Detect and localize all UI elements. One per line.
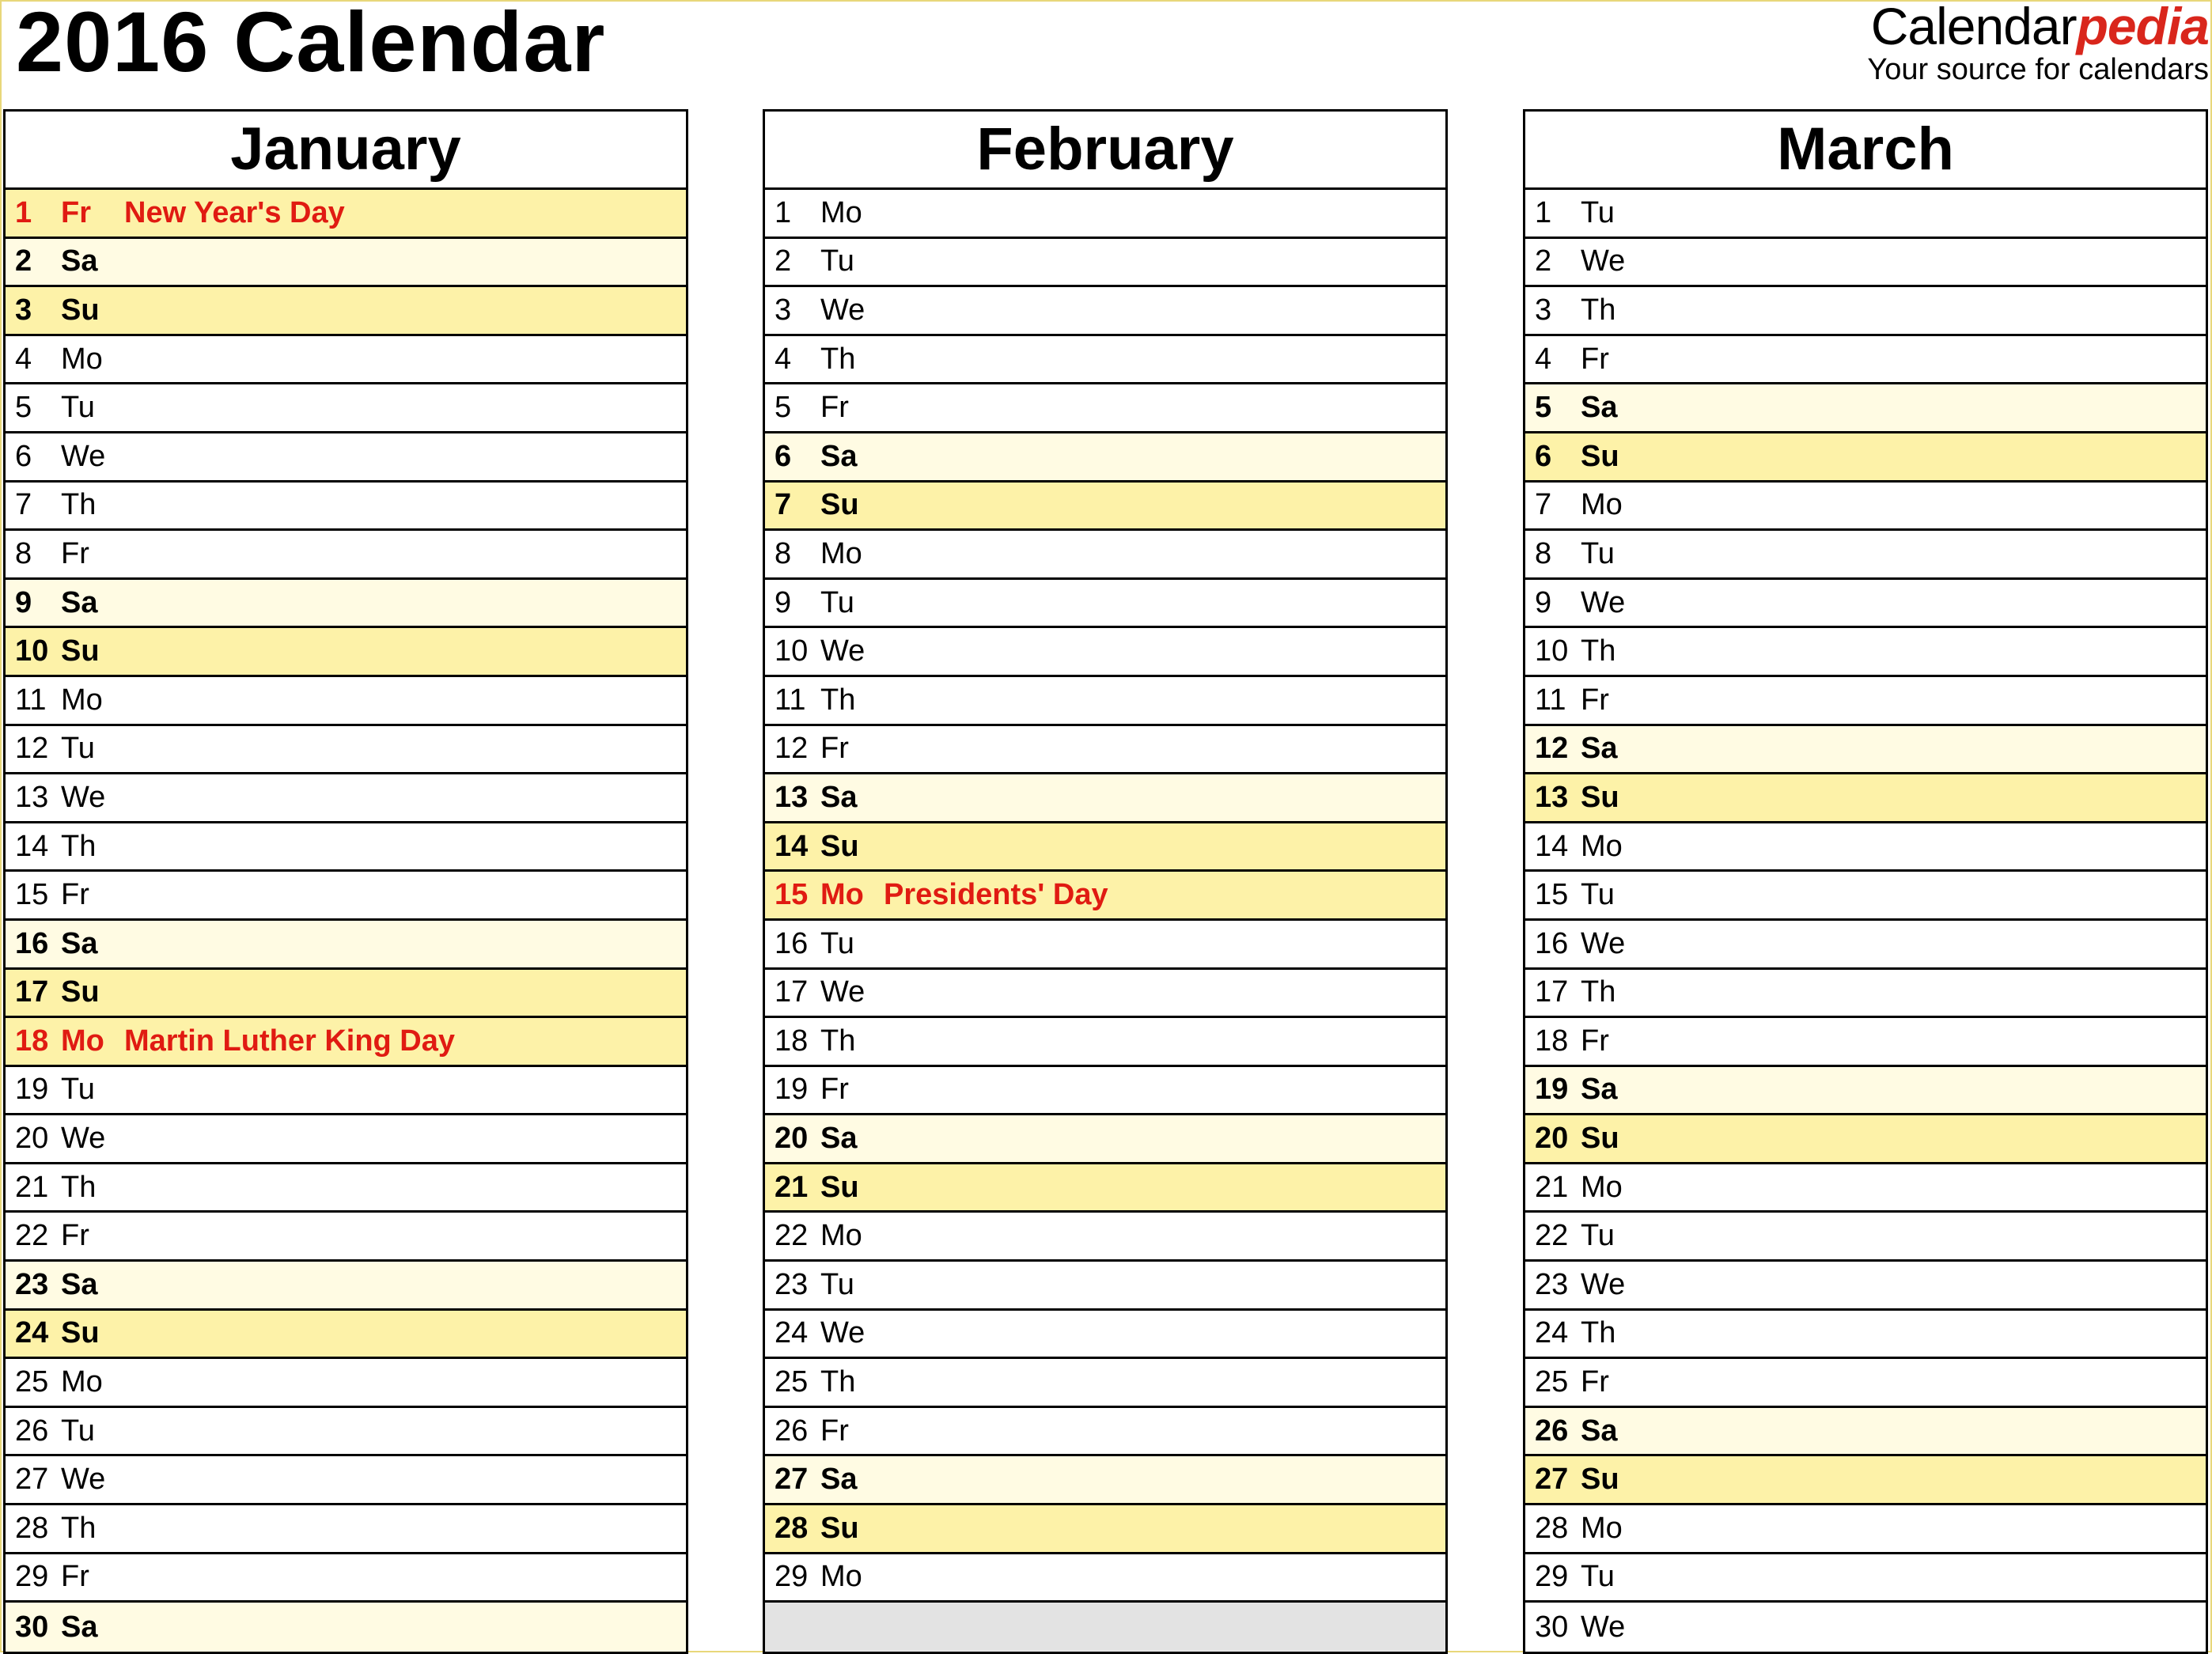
weekday-label: Fr — [820, 391, 849, 425]
day-row — [1525, 239, 2206, 288]
month-column-march — [1523, 109, 2208, 1654]
day-row — [1525, 1311, 2206, 1360]
day-row — [765, 1115, 1445, 1164]
day-row — [1525, 433, 2206, 483]
day-number: 25 — [775, 1365, 809, 1399]
day-number: 19 — [15, 1073, 49, 1107]
month-title: March — [1525, 112, 2206, 190]
day-number: 10 — [775, 634, 809, 668]
day-number: 6 — [1535, 439, 1552, 473]
day-row — [765, 1408, 1445, 1457]
day-row — [765, 483, 1445, 532]
day-row — [765, 823, 1445, 872]
day-number: 19 — [775, 1073, 809, 1107]
weekday-label: Fr — [1581, 683, 1609, 717]
weekday-label: Th — [61, 1511, 97, 1545]
day-row — [765, 1262, 1445, 1311]
day-row — [1525, 823, 2206, 872]
day-row — [765, 1505, 1445, 1554]
weekday-label: We — [1581, 244, 1626, 278]
holiday-name: New Year's Day — [124, 195, 345, 229]
day-number: 21 — [1535, 1170, 1569, 1204]
weekday-label: Su — [61, 634, 100, 668]
day-list — [1525, 190, 2206, 1652]
holiday-name: Presidents' Day — [884, 878, 1108, 912]
weekday-label: Fr — [820, 732, 849, 766]
weekday-label: Su — [820, 1511, 859, 1545]
brand-wordmark — [1867, 0, 2209, 55]
day-number: 18 — [775, 1024, 809, 1058]
day-number: 1 — [775, 195, 792, 229]
weekday-label: We — [820, 293, 865, 327]
day-row — [1525, 1262, 2206, 1311]
weekday-label: Mo — [61, 683, 103, 717]
weekday-label: We — [61, 1122, 106, 1156]
day-number: 13 — [775, 780, 809, 814]
weekday-label: Su — [820, 829, 859, 863]
weekday-label: Su — [820, 1170, 859, 1204]
day-row — [6, 1018, 686, 1067]
day-row — [765, 970, 1445, 1019]
day-number: 13 — [1535, 780, 1569, 814]
day-number: 6 — [15, 439, 32, 473]
weekday-label: Tu — [1581, 1560, 1615, 1594]
day-row — [1525, 1359, 2206, 1408]
weekday-label: Sa — [61, 585, 98, 619]
day-row — [765, 433, 1445, 483]
day-number: 17 — [1535, 975, 1569, 1009]
day-number: 28 — [1535, 1511, 1569, 1545]
weekday-label: Su — [1581, 439, 1619, 473]
day-row — [765, 336, 1445, 385]
day-number: 5 — [15, 391, 32, 425]
weekday-label: Mo — [1581, 1170, 1623, 1204]
day-number: 20 — [1535, 1122, 1569, 1156]
day-row — [765, 384, 1445, 433]
day-row — [1525, 1164, 2206, 1213]
weekday-label: Fr — [820, 1073, 849, 1107]
weekday-label: Th — [1581, 634, 1616, 668]
weekday-label: Mo — [1581, 1511, 1623, 1545]
weekday-label: Tu — [1581, 878, 1615, 912]
day-number: 24 — [15, 1316, 49, 1350]
day-number: 12 — [1535, 732, 1569, 766]
weekday-label: Fr — [820, 1414, 849, 1448]
day-row — [6, 580, 686, 629]
day-number: 5 — [775, 391, 792, 425]
day-number: 25 — [15, 1365, 49, 1399]
day-row — [6, 1603, 686, 1652]
day-number: 26 — [775, 1414, 809, 1448]
weekday-label: Tu — [820, 585, 854, 619]
day-number: 10 — [1535, 634, 1569, 668]
weekday-label: Sa — [1581, 1073, 1618, 1107]
day-row — [1525, 531, 2206, 580]
day-row — [765, 1359, 1445, 1408]
holiday-name: Martin Luther King Day — [124, 1024, 456, 1058]
day-number: 15 — [1535, 878, 1569, 912]
weekday-label: Fr — [1581, 342, 1609, 376]
day-row — [1525, 483, 2206, 532]
brand-logo[interactable] — [1867, 0, 2209, 87]
day-number: 21 — [15, 1170, 49, 1204]
day-number: 16 — [1535, 926, 1569, 960]
day-number: 22 — [15, 1219, 49, 1253]
day-number: 27 — [15, 1463, 49, 1497]
day-number: 13 — [15, 780, 49, 814]
day-row — [1525, 1213, 2206, 1262]
day-number: 6 — [775, 439, 792, 473]
day-number: 4 — [1535, 342, 1552, 376]
day-row — [6, 921, 686, 970]
month-title: January — [6, 112, 686, 190]
day-row — [1525, 921, 2206, 970]
day-row — [765, 1554, 1445, 1603]
day-row — [765, 1311, 1445, 1360]
day-row — [1525, 970, 2206, 1019]
day-row — [6, 1408, 686, 1457]
day-number: 24 — [1535, 1316, 1569, 1350]
weekday-label: Su — [61, 1316, 100, 1350]
weekday-label: Fr — [61, 536, 89, 570]
day-row — [765, 774, 1445, 823]
weekday-label: Tu — [61, 732, 95, 766]
page-title: 2016 Calendar — [16, 0, 606, 89]
day-row — [1525, 1505, 2206, 1554]
day-row — [6, 531, 686, 580]
day-row — [6, 433, 686, 483]
day-row — [6, 1213, 686, 1262]
day-number: 15 — [775, 878, 809, 912]
weekday-label: Su — [1581, 780, 1619, 814]
day-number: 3 — [15, 293, 32, 327]
day-row — [6, 872, 686, 921]
day-row — [1525, 1018, 2206, 1067]
day-number: 29 — [1535, 1560, 1569, 1594]
day-number: 14 — [775, 829, 809, 863]
day-number: 14 — [1535, 829, 1569, 863]
day-row — [6, 774, 686, 823]
day-row — [6, 1164, 686, 1213]
day-number: 11 — [15, 683, 47, 717]
day-number: 23 — [15, 1267, 49, 1301]
weekday-label: Tu — [820, 926, 854, 960]
day-row — [6, 1359, 686, 1408]
weekday-label: Th — [820, 683, 856, 717]
day-number: 9 — [775, 585, 792, 619]
weekday-label: Fr — [61, 1219, 89, 1253]
weekday-label: Sa — [820, 780, 858, 814]
day-number: 9 — [15, 585, 32, 619]
day-number: 22 — [1535, 1219, 1569, 1253]
weekday-label: We — [820, 634, 865, 668]
weekday-label: Su — [820, 488, 859, 522]
weekday-label: Sa — [61, 244, 98, 278]
day-number: 12 — [15, 732, 49, 766]
day-row — [6, 483, 686, 532]
weekday-label: Sa — [1581, 1414, 1618, 1448]
day-number: 10 — [15, 634, 49, 668]
day-number: 20 — [775, 1122, 809, 1156]
day-row — [6, 1067, 686, 1116]
day-number: 20 — [15, 1122, 49, 1156]
weekday-label: Th — [820, 342, 856, 376]
day-number: 28 — [775, 1511, 809, 1545]
day-number: 14 — [15, 829, 49, 863]
weekday-label: Mo — [820, 1560, 862, 1594]
day-number: 23 — [775, 1267, 809, 1301]
weekday-label: Mo — [820, 536, 862, 570]
weekday-label: We — [1581, 926, 1626, 960]
day-number: 3 — [1535, 293, 1552, 327]
day-row — [1525, 580, 2206, 629]
weekday-label: Su — [1581, 1122, 1619, 1156]
weekday-label: Su — [1581, 1463, 1619, 1497]
day-number: 1 — [15, 195, 32, 229]
day-row — [765, 287, 1445, 336]
day-number: 18 — [1535, 1024, 1569, 1058]
weekday-label: Sa — [61, 1267, 98, 1301]
weekday-label: Th — [1581, 975, 1616, 1009]
day-row — [1525, 1603, 2206, 1652]
day-row — [765, 872, 1445, 921]
weekday-label: Fr — [1581, 1365, 1609, 1399]
day-number: 30 — [1535, 1610, 1569, 1644]
day-number: 2 — [15, 244, 32, 278]
weekday-label: Tu — [1581, 195, 1615, 229]
weekday-label: Sa — [61, 926, 98, 960]
day-row — [6, 190, 686, 239]
weekday-label: Fr — [61, 195, 91, 229]
day-row — [6, 726, 686, 775]
day-row — [765, 677, 1445, 726]
day-number: 3 — [775, 293, 792, 327]
day-row — [6, 1262, 686, 1311]
brand-accent: pedia — [2076, 0, 2209, 55]
weekday-label: Fr — [61, 878, 89, 912]
day-row — [6, 970, 686, 1019]
day-row — [6, 1505, 686, 1554]
weekday-label: Sa — [61, 1610, 98, 1644]
weekday-label: Th — [820, 1024, 856, 1058]
weekday-label: Th — [1581, 293, 1616, 327]
day-number: 16 — [775, 926, 809, 960]
weekday-label: We — [61, 1463, 106, 1497]
day-row — [765, 531, 1445, 580]
day-number: 22 — [775, 1219, 809, 1253]
day-row — [6, 628, 686, 677]
weekday-label: Mo — [61, 342, 103, 376]
month-title: February — [765, 112, 1445, 190]
weekday-label: We — [820, 1316, 865, 1350]
weekday-label: Th — [820, 1365, 856, 1399]
weekday-label: Fr — [1581, 1024, 1609, 1058]
day-number: 25 — [1535, 1365, 1569, 1399]
weekday-label: We — [1581, 585, 1626, 619]
day-row — [1525, 872, 2206, 921]
day-number: 7 — [775, 488, 792, 522]
day-number: 27 — [775, 1463, 809, 1497]
day-number: 24 — [775, 1316, 809, 1350]
day-number: 8 — [1535, 536, 1552, 570]
day-row — [6, 384, 686, 433]
day-row — [1525, 384, 2206, 433]
weekday-label: Tu — [61, 1073, 95, 1107]
day-row — [765, 628, 1445, 677]
day-row — [6, 677, 686, 726]
day-number: 17 — [15, 975, 49, 1009]
day-row — [6, 1456, 686, 1505]
day-number: 5 — [1535, 391, 1552, 425]
day-row — [6, 1115, 686, 1164]
day-row — [1525, 287, 2206, 336]
weekday-label: Mo — [61, 1365, 103, 1399]
day-number: 4 — [15, 342, 32, 376]
weekday-label: We — [61, 780, 106, 814]
day-number: 12 — [775, 732, 809, 766]
day-number: 2 — [1535, 244, 1552, 278]
weekday-label: Su — [61, 975, 100, 1009]
weekday-label: Mo — [61, 1024, 104, 1058]
weekday-label: We — [1581, 1610, 1626, 1644]
weekday-label: Th — [61, 488, 97, 522]
weekday-label: Sa — [820, 1463, 858, 1497]
month-column-january — [3, 109, 688, 1654]
day-row — [6, 1311, 686, 1360]
day-number: 7 — [15, 488, 32, 522]
day-list — [765, 190, 1445, 1652]
day-list — [6, 190, 686, 1652]
day-row — [6, 1554, 686, 1603]
day-row — [1525, 1408, 2206, 1457]
weekday-label: Sa — [1581, 391, 1618, 425]
day-row — [765, 1018, 1445, 1067]
day-number: 26 — [1535, 1414, 1569, 1448]
day-number: 16 — [15, 926, 49, 960]
day-row — [6, 239, 686, 288]
day-row — [1525, 726, 2206, 775]
day-number: 30 — [15, 1610, 49, 1644]
weekday-label: Tu — [820, 244, 854, 278]
brand-tagline: Your source for calendars — [1867, 53, 2209, 86]
day-number: 9 — [1535, 585, 1552, 619]
weekday-label: Fr — [61, 1560, 89, 1594]
weekday-label: Mo — [820, 195, 862, 229]
day-row — [765, 921, 1445, 970]
day-number: 8 — [15, 536, 32, 570]
weekday-label: Sa — [820, 1122, 858, 1156]
day-number: 2 — [775, 244, 792, 278]
weekday-label: Tu — [1581, 536, 1615, 570]
day-row — [765, 1456, 1445, 1505]
day-number: 17 — [775, 975, 809, 1009]
weekday-label: Th — [61, 1170, 97, 1204]
day-row — [1525, 190, 2206, 239]
day-number: 4 — [775, 342, 792, 376]
day-number: 23 — [1535, 1267, 1569, 1301]
day-row — [765, 239, 1445, 288]
day-number: 7 — [1535, 488, 1552, 522]
weekday-label: Tu — [61, 391, 95, 425]
weekday-label: Mo — [820, 1219, 862, 1253]
day-row — [765, 1164, 1445, 1213]
weekday-label: Tu — [61, 1414, 95, 1448]
day-row — [1525, 1067, 2206, 1116]
day-row — [765, 190, 1445, 239]
day-row — [1525, 1115, 2206, 1164]
day-number: 15 — [15, 878, 49, 912]
weekday-label: Th — [1581, 1316, 1616, 1350]
day-number: 28 — [15, 1511, 49, 1545]
weekday-label: We — [1581, 1267, 1626, 1301]
weekday-label: We — [61, 439, 106, 473]
weekday-label: Sa — [820, 439, 858, 473]
day-row — [1525, 677, 2206, 726]
day-number: 29 — [15, 1560, 49, 1594]
weekday-label: Mo — [1581, 829, 1623, 863]
day-row — [1525, 774, 2206, 823]
day-number: 27 — [1535, 1463, 1569, 1497]
weekday-label: Tu — [820, 1267, 854, 1301]
empty-day-row — [765, 1603, 1445, 1652]
day-number: 26 — [15, 1414, 49, 1448]
weekday-label: Mo — [1581, 488, 1623, 522]
day-number: 21 — [775, 1170, 809, 1204]
day-row — [1525, 1456, 2206, 1505]
weekday-label: Mo — [820, 878, 864, 912]
weekday-label: Sa — [1581, 732, 1618, 766]
day-number: 19 — [1535, 1073, 1569, 1107]
day-row — [765, 1213, 1445, 1262]
day-number: 29 — [775, 1560, 809, 1594]
day-number: 18 — [15, 1024, 49, 1058]
month-column-february — [763, 109, 1448, 1654]
day-number: 11 — [1535, 683, 1566, 717]
weekday-label: Su — [61, 293, 100, 327]
weekday-label: Th — [61, 829, 97, 863]
weekday-label: Tu — [1581, 1219, 1615, 1253]
day-row — [765, 1067, 1445, 1116]
weekday-label: We — [820, 975, 865, 1009]
day-row — [6, 287, 686, 336]
day-number: 8 — [775, 536, 792, 570]
day-row — [765, 580, 1445, 629]
day-number: 1 — [1535, 195, 1552, 229]
day-row — [1525, 1554, 2206, 1603]
day-row — [6, 823, 686, 872]
day-number: 11 — [775, 683, 806, 717]
day-row — [765, 726, 1445, 775]
day-row — [6, 336, 686, 385]
day-row — [1525, 628, 2206, 677]
brand-main: Calendar — [1870, 0, 2077, 55]
day-row — [1525, 336, 2206, 385]
